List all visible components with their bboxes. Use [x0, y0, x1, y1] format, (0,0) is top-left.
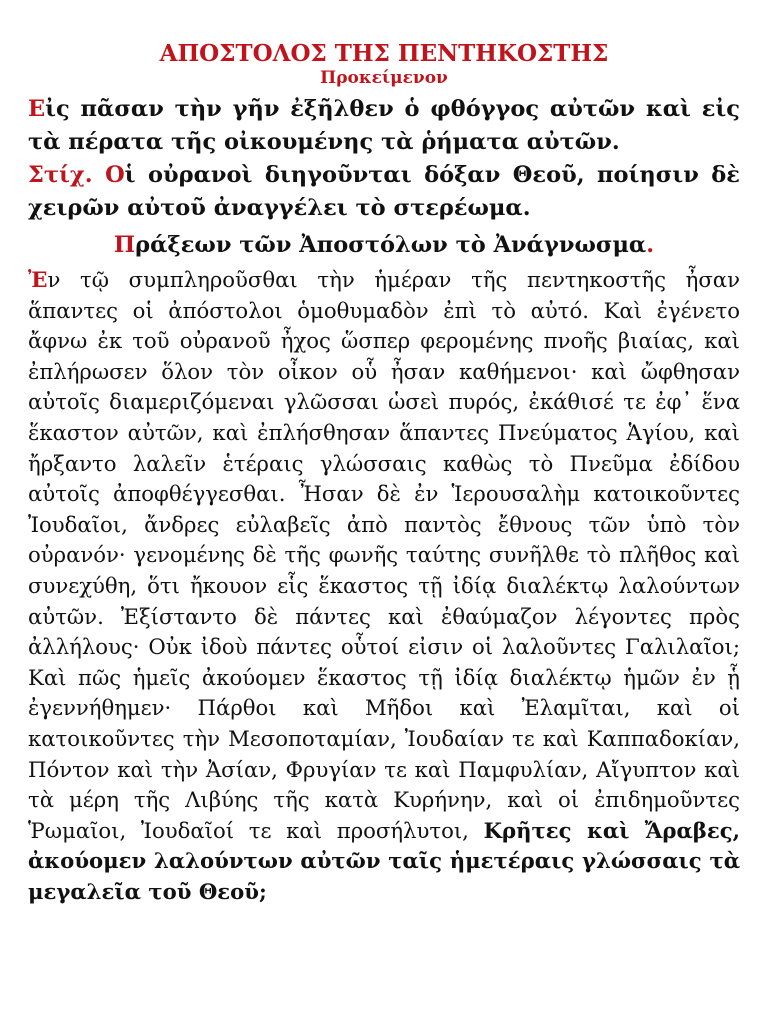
reading-body [28, 265, 740, 907]
stichos-initial: Ο [105, 162, 125, 188]
reading-text: ν τῷ συμπληροῦσθαι τὴν ἡμέραν τῆς πεντηκοστῆς ἦσαν ἅπαντες οἱ ἀπόστολοι ὁμοθυμαδὸν ἐπὶ τὸ αὐτό. Καὶ ἐγένετο ἄφνω ἐκ τοῦ οὐρανοῦ ἦχος ὥσπερ φερομένης πνοῆς βιαίας, καὶ ἐπλήρωσεν ὅλον τὸν οἶκον οὗ ἦσαν καθήμενοι· καὶ ὤφθησαν αὐτοῖς διαμεριζόμεναι γλῶσσαι ὡσεὶ πυρός, ἐκάθισέ τε ἐφ᾿ ἕνα ἕκαστον αὐτῶν, καὶ ἐπλήσθησαν ἅπαντες Πνεύματος Ἁγίου, καὶ ἤρξαντο λαλεῖν ἑτέραις γλώσσαις καθὼς τὸ Πνεῦμα ἐδίδου αὐτοῖς ἀποφθέγγεσθαι. Ἦσαν δὲ ἐν Ἱερουσαλὴμ κατοικοῦντες Ἰουδαῖοι, ἄνδρες εὐλαβεῖς ἀπὸ παντὸς ἔθνους τῶν ὑπὸ τὸν οὐρανόν· γενομένης δὲ τῆς φωνῆς ταύτης συνῆλθε τὸ πλῆθος καὶ συνεχύθη, ὅτι ἤκουον εἷς ἕκαστος τῇ ἰδίᾳ διαλέκτῳ λαλούντων αὐτῶν. Ἐξίσταντο δὲ πάντες καὶ ἐθαύμαζον λέγοντες πρὸς ἀλλήλους· Οὐκ ἰδοὺ πάντες οὗτοί εἰσιν οἱ λαλοῦντες Γαλιλαῖοι; Καὶ πῶς ἡμεῖς ἀκούομεν ἕκαστος τῇ ἰδίᾳ διαλέκτῳ ἡμῶν ἐν ᾗ ἐγεννήθημεν· Πάρθοι καὶ Μῆδοι καὶ Ἐλαμῖται, καὶ οἱ κατοικοῦντες τὴν Μεσοποταμίαν, Ἰουδαίαν τε καὶ Καππαδοκίαν, Πόντον καὶ τὴν Ἀσίαν, Φρυγίαν τε καὶ Παμφυλίαν, Αἴγυπτον καὶ τὰ μέρη τῆς Λιβύης τῆς κατὰ Κυρήνην, καὶ οἱ ἐπιδημοῦντες Ῥωμαῖοι, Ἰουδαῖοί τε καὶ προσήλυτοι, [28, 267, 740, 843]
page-title: ΑΠΟΣΤΟΛΟΣ ΤΗΣ ΠΕΝΤΗΚΟΣΤΗΣ [159, 40, 609, 67]
reading-heading-end: . [646, 232, 655, 258]
prokeimenon-verse [28, 93, 740, 159]
stichos-text: ἱ οὐρανοὶ διηγοῦνται δόξαν Θεοῦ, ποίησιν δὲ χειρῶν αὐτοῦ ἀναγγέλει τὸ στερέωμα. [28, 162, 740, 221]
prokeimenon-text: ἰς πᾶσαν τὴν γῆν ἐξῆλθεν ὁ φθόγγος αὐτῶν καὶ εἰς τὰ πέρατα τῆς οἰκουμένης τὰ ῥήματα αὐτῶν. [28, 96, 740, 155]
stichos-verse [28, 159, 740, 225]
reading-heading-text: ράξεων τῶν Ἀποστόλων τὸ Ἀνάγνωσμα [135, 232, 647, 258]
page-subtitle: Προκείμενον [320, 68, 448, 88]
reading-heading-initial: Π [113, 232, 136, 258]
reading-initial: Ἐ [28, 267, 48, 292]
prokeimenon-initial: Ε [28, 96, 46, 122]
reading-heading [28, 227, 740, 263]
reading-bold-ending: Κρῆτες καὶ Ἄραβες, ἀκούομεν λαλούντων αὐτῶν ταῖς ἡμετέραις γλώσσαις τὰ μεγαλεῖα τοῦ Θεοῦ; [28, 817, 740, 904]
stichos-label: Στίχ. [28, 162, 93, 188]
